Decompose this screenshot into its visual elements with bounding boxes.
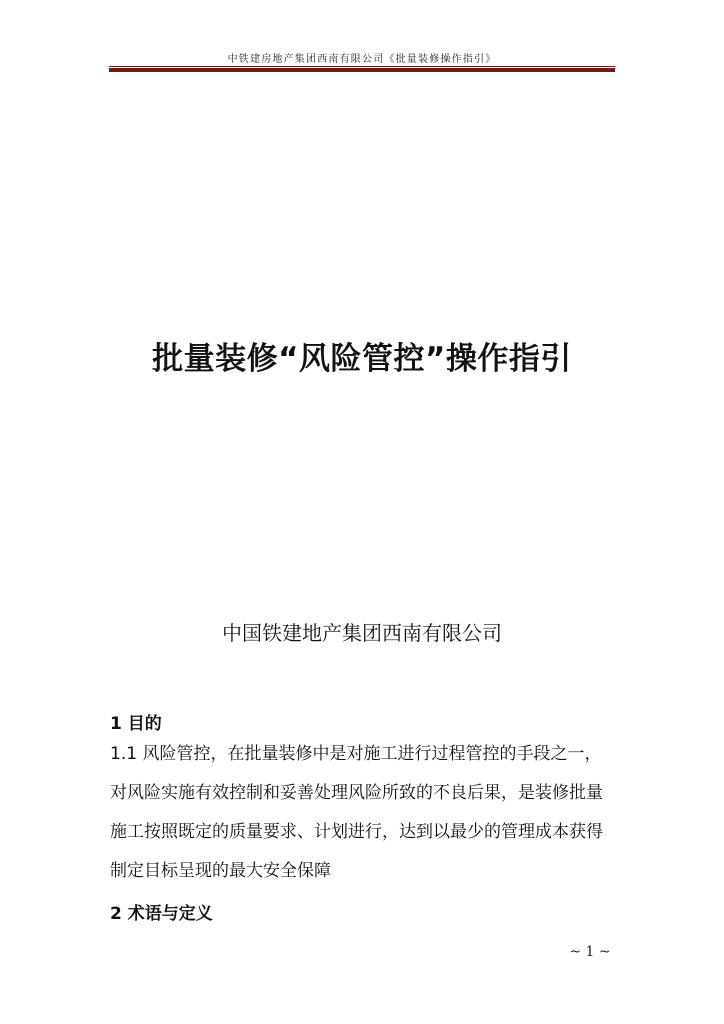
section-heading-purpose: 1 目的 [110,714,162,734]
document-title: 批量装修“风险管控”操作指引 [152,341,572,377]
header-rule-thin [109,66,615,67]
page-number: ~ 1 ~ [569,944,611,960]
page-header-text: 中铁建房地产集团西南有限公司《批量装修操作指引》 [227,54,497,65]
header-rule-thick [109,68,615,72]
section-paragraph-purpose: 1.1 风险管控，在批量装修中是对施工进行过程管控的手段之一，对风险实施有效控制和妥善处理风险所致的不良后果，是装修批量施工按照既定的质量要求、计划进行，达到以最少的管理成本获得制定目标呈现的最大安全保障 [110,744,603,881]
section-heading-terms: 2 术语与定义 [110,904,213,924]
company-name: 中国铁建地产集团西南有限公司 [222,621,502,645]
